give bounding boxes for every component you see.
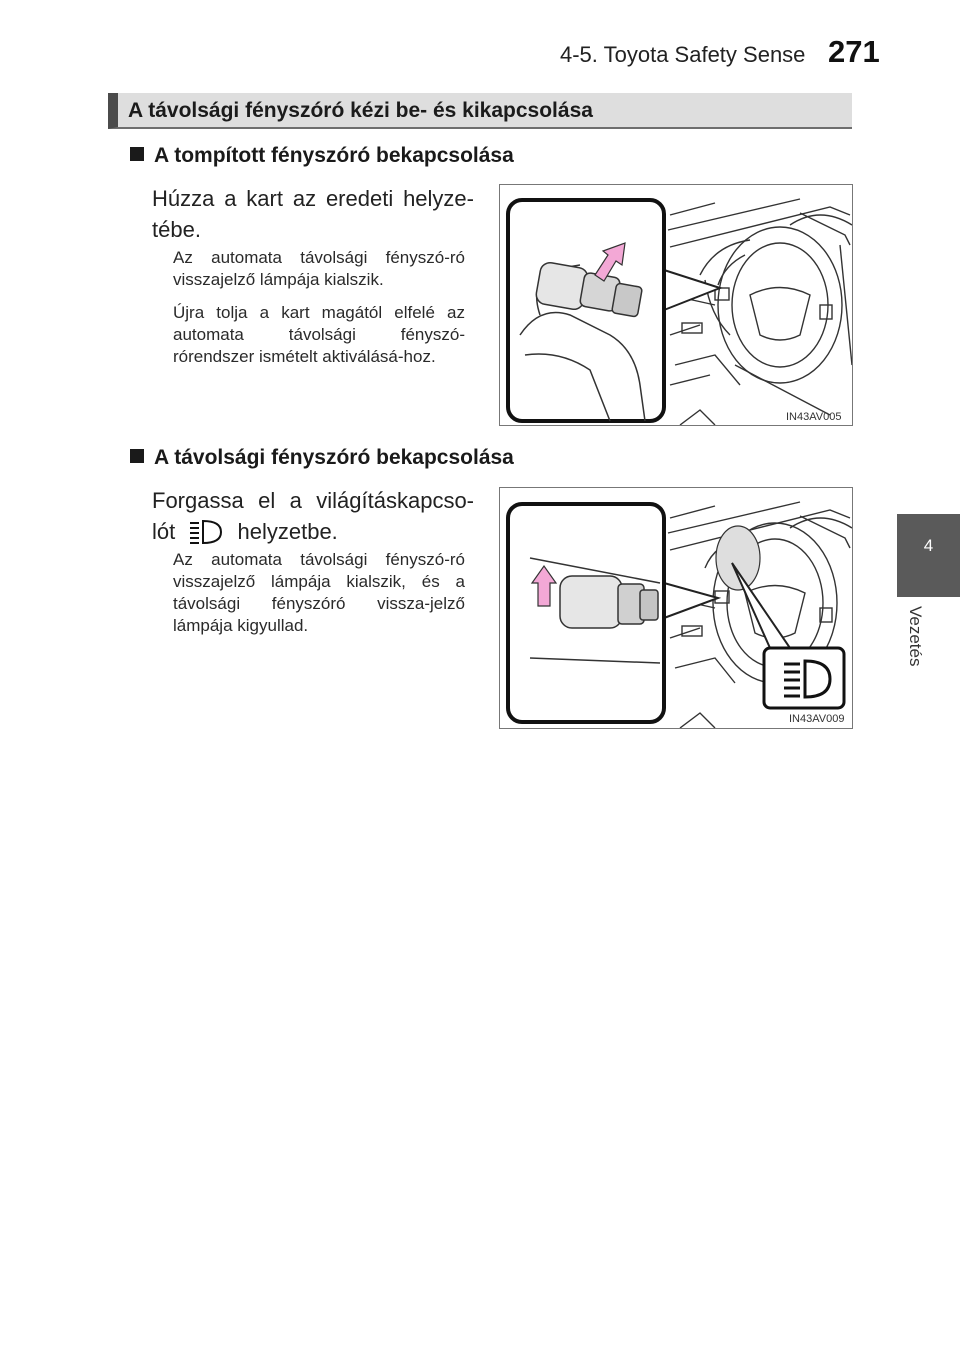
subsection-heading-text: A tompított fényszóró bekapcsolása: [154, 144, 514, 167]
subsection-heading-low-beam: [130, 144, 514, 168]
note-high-beam: Az automata távolsági fényszó-ró visszajelző lámpája kialszik, és a távolsági fényszóró vissza-jelző lámpája kigyullad.: [173, 550, 465, 635]
note-low-beam-1: Az automata távolsági fényszó-ró visszajelző lámpája kialszik.: [173, 248, 465, 289]
figure-low-beam-illustration: [500, 185, 853, 426]
chapter-label: Vezetés: [906, 606, 925, 667]
figure-code: IN43AV005: [786, 411, 842, 423]
figure-high-beam-illustration: [500, 488, 853, 729]
section-title: 4-5. Toyota Safety Sense: [560, 42, 806, 67]
square-bullet-icon: [130, 147, 144, 161]
topic-title: A távolsági fényszóró kézi be- és kikapcsolása: [128, 99, 593, 122]
instruction-high-beam: [152, 485, 474, 547]
instruction-text: helyzetbe.: [237, 519, 338, 544]
page-number: 271: [828, 34, 880, 69]
subsection-heading-text: A távolsági fényszóró bekapcsolása: [154, 446, 514, 469]
instruction-line: Forgassa el a világításkapcso-: [152, 488, 474, 513]
figure-code: IN43AV009: [789, 713, 845, 725]
instruction-line: tébe.: [152, 217, 201, 242]
instruction-text: lót: [152, 519, 176, 544]
topic-title-bar: [108, 93, 852, 129]
figure-low-beam: [499, 184, 853, 426]
note-low-beam-2: Újra tolja a kart magától elfelé az automata távolsági fényszó-rórendszer ismételt aktiválásá-hoz.: [173, 303, 465, 366]
figure-high-beam: [499, 487, 853, 729]
instruction-line-2: [152, 516, 474, 547]
instruction-low-beam: [152, 183, 474, 245]
chapter-number: 4: [923, 536, 934, 555]
square-bullet-icon: [130, 449, 144, 463]
high-beam-icon: [187, 519, 225, 545]
subsection-heading-high-beam: [130, 446, 514, 470]
chapter-label-container: [897, 606, 931, 686]
instruction-line: Húzza a kart az eredeti helyze-: [152, 186, 474, 211]
